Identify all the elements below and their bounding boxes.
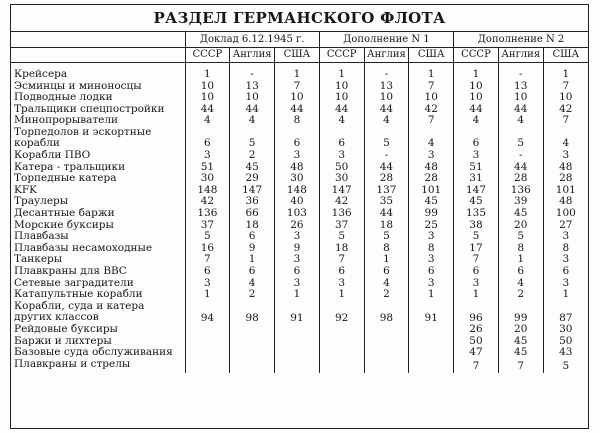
count-usa: 43	[543, 347, 588, 359]
count-ussr: 135	[454, 208, 499, 220]
count-uk: 147	[230, 185, 275, 197]
ship-class-name: Катапультные корабли	[14, 288, 143, 301]
header-corner-lower	[11, 48, 185, 63]
count-uk: 66	[230, 208, 275, 220]
count-usa: 3	[543, 254, 588, 266]
count-uk: 5	[364, 127, 409, 150]
count-uk: 2	[230, 150, 275, 162]
count-uk	[364, 324, 409, 336]
table-row	[11, 127, 588, 150]
count-uk: 1	[498, 254, 543, 266]
count-ussr: 10	[454, 92, 499, 104]
count-usa: 48	[543, 162, 588, 174]
ship-class-name: Рейдовые буксиры	[14, 323, 118, 336]
ship-class-name: Подводные лодки	[14, 91, 113, 104]
count-uk: 7	[498, 359, 543, 373]
count-usa: 7	[543, 81, 588, 93]
count-usa: 30	[275, 173, 320, 185]
count-usa: 7	[275, 81, 320, 93]
count-ussr: 7	[319, 254, 364, 266]
count-usa: 30	[543, 324, 588, 336]
ship-class-name: Торпедные катера	[14, 172, 117, 185]
count-usa: 99	[409, 208, 454, 220]
count-usa: 50	[543, 336, 588, 348]
count-usa: 101	[543, 185, 588, 197]
count-uk: 44	[498, 104, 543, 116]
count-usa: 1	[543, 69, 588, 81]
count-ussr: 38	[454, 220, 499, 232]
count-usa: 3	[275, 254, 320, 266]
count-usa: 5	[543, 359, 588, 373]
count-usa	[409, 336, 454, 348]
count-ussr: 30	[319, 173, 364, 185]
count-usa: 1	[275, 69, 320, 81]
count-usa: 6	[275, 127, 320, 150]
count-usa: 3	[543, 150, 588, 162]
count-uk: 45	[230, 162, 275, 174]
count-ussr: 6	[319, 127, 364, 150]
count-uk: 2	[230, 289, 275, 301]
count-usa: 1	[275, 289, 320, 301]
count-uk: 4	[364, 115, 409, 127]
count-ussr: 1	[319, 69, 364, 81]
ship-class-name: Плавкраны для ВВС	[14, 264, 127, 277]
count-usa	[409, 324, 454, 336]
count-ussr: 1	[319, 289, 364, 301]
count-uk: 4	[498, 115, 543, 127]
count-uk: 13	[364, 81, 409, 93]
count-uk: 98	[230, 301, 275, 324]
group-header-addendum-2: Дополнение N 2	[454, 32, 588, 48]
count-usa: 3	[275, 231, 320, 243]
count-ussr: 50	[454, 336, 499, 348]
count-uk: 10	[498, 92, 543, 104]
count-ussr: 148	[185, 185, 230, 197]
count-ussr: 1	[454, 289, 499, 301]
count-ussr: 31	[454, 173, 499, 185]
count-usa: 28	[543, 173, 588, 185]
count-ussr: 50	[319, 162, 364, 174]
count-uk: 18	[364, 220, 409, 232]
ship-class-name: Катера - тральщики	[14, 160, 126, 173]
count-ussr: 45	[454, 196, 499, 208]
fleet-table	[11, 32, 588, 373]
count-ussr: 6	[454, 266, 499, 278]
count-ussr: 17	[454, 243, 499, 255]
ship-class-name: Танкеры	[14, 253, 63, 266]
count-uk: 36	[230, 196, 275, 208]
count-usa: 26	[275, 220, 320, 232]
count-usa: 3	[409, 278, 454, 290]
count-ussr: 16	[185, 243, 230, 255]
count-usa: 3	[275, 278, 320, 290]
table-row	[11, 289, 588, 301]
count-ussr: 37	[185, 220, 230, 232]
col-header-usa: США	[409, 48, 454, 63]
table-row	[11, 231, 588, 243]
count-usa: 44	[275, 104, 320, 116]
count-uk: 5	[230, 127, 275, 150]
count-uk: -	[364, 69, 409, 81]
ship-class-name: Минопрорыватели	[14, 114, 119, 127]
count-uk: 20	[498, 220, 543, 232]
count-ussr	[185, 359, 230, 373]
count-uk: 2	[364, 289, 409, 301]
count-usa: 3	[275, 150, 320, 162]
count-ussr: 7	[454, 359, 499, 373]
count-uk: 39	[498, 196, 543, 208]
count-ussr	[185, 336, 230, 348]
group-header-row	[11, 32, 588, 48]
group-header-report: Доклад 6.12.1945 г.	[185, 32, 319, 48]
count-uk: 5	[364, 231, 409, 243]
count-usa	[275, 324, 320, 336]
count-usa	[275, 359, 320, 373]
count-usa: 1	[409, 289, 454, 301]
document-title: РАЗДЕЛ ГЕРМАНСКОГО ФЛОТА	[11, 5, 588, 32]
count-usa: 103	[275, 208, 320, 220]
count-ussr: 6	[454, 127, 499, 150]
count-ussr: 94	[185, 301, 230, 324]
col-header-ussr: СССР	[319, 48, 364, 63]
count-usa: 10	[275, 92, 320, 104]
count-ussr	[185, 324, 230, 336]
group-header-addendum-1: Дополнение N 1	[319, 32, 453, 48]
count-usa: 10	[409, 92, 454, 104]
count-usa: 6	[543, 266, 588, 278]
count-usa: 6	[275, 266, 320, 278]
count-usa: 8	[543, 243, 588, 255]
count-ussr: 10	[185, 81, 230, 93]
count-ussr: 44	[454, 104, 499, 116]
count-uk: 45	[498, 347, 543, 359]
count-uk: 5	[498, 127, 543, 150]
table-body	[11, 63, 588, 373]
count-uk	[230, 324, 275, 336]
col-header-ussr: СССР	[454, 48, 499, 63]
count-usa: 3	[543, 231, 588, 243]
ship-class-name: Корабли ПВО	[14, 148, 91, 161]
count-uk: 10	[230, 92, 275, 104]
ship-class-name: Торпедолов и эскортные корабли	[14, 125, 152, 150]
table-row	[11, 150, 588, 162]
ship-class-name: Корабли, суда и катера других классов	[14, 299, 145, 324]
count-ussr	[319, 324, 364, 336]
count-ussr: 5	[319, 231, 364, 243]
count-uk: 137	[364, 185, 409, 197]
count-ussr: 51	[185, 162, 230, 174]
count-usa: 27	[543, 220, 588, 232]
count-uk: 8	[498, 243, 543, 255]
count-uk: 1	[230, 254, 275, 266]
count-uk: 10	[364, 92, 409, 104]
count-ussr	[319, 336, 364, 348]
count-ussr: 5	[185, 231, 230, 243]
count-usa: 3	[409, 231, 454, 243]
col-header-uk: Англия	[498, 48, 543, 63]
col-header-usa: США	[543, 48, 588, 63]
count-ussr: 3	[319, 150, 364, 162]
count-usa: 48	[275, 162, 320, 174]
col-header-uk: Англия	[230, 48, 275, 63]
count-uk: 18	[230, 220, 275, 232]
count-ussr: 147	[319, 185, 364, 197]
count-ussr: 4	[319, 115, 364, 127]
count-uk: -	[498, 150, 543, 162]
count-ussr: 10	[319, 81, 364, 93]
count-usa: 42	[409, 104, 454, 116]
ship-class-name: Плавкраны и стрелы	[14, 357, 131, 370]
country-header-row	[11, 48, 588, 63]
table-row	[11, 173, 588, 185]
count-usa: 45	[409, 196, 454, 208]
count-usa: 148	[275, 185, 320, 197]
count-ussr	[185, 347, 230, 359]
count-uk: 6	[498, 266, 543, 278]
count-uk	[364, 359, 409, 373]
count-usa: 7	[409, 115, 454, 127]
count-usa: 1	[543, 289, 588, 301]
count-ussr: 10	[185, 92, 230, 104]
count-ussr: 3	[319, 278, 364, 290]
count-uk: 98	[364, 301, 409, 324]
count-ussr: 42	[185, 196, 230, 208]
count-usa: 3	[409, 150, 454, 162]
count-uk: 44	[498, 162, 543, 174]
count-usa: 10	[543, 92, 588, 104]
ship-class-name: Баржи и лихтеры	[14, 334, 112, 347]
count-ussr	[319, 359, 364, 373]
count-ussr: 30	[185, 173, 230, 185]
count-uk: 6	[364, 266, 409, 278]
col-header-ussr: СССР	[185, 48, 230, 63]
count-usa: 3	[543, 278, 588, 290]
count-uk: -	[230, 69, 275, 81]
count-ussr: 18	[319, 243, 364, 255]
count-uk: 13	[498, 81, 543, 93]
count-usa: 7	[543, 115, 588, 127]
count-usa: 100	[543, 208, 588, 220]
ship-class-name: Десантные баржи	[14, 206, 115, 219]
count-usa: 8	[409, 243, 454, 255]
ship-class-name: Сетевые заградители	[14, 276, 134, 289]
header-corner	[11, 32, 185, 48]
ship-class-name: Морские буксиры	[14, 218, 114, 231]
count-uk: 28	[498, 173, 543, 185]
count-uk: 5	[498, 231, 543, 243]
table-row	[11, 69, 588, 81]
count-uk: 13	[230, 81, 275, 93]
ship-class-name: Траулеры	[14, 195, 69, 208]
count-usa: 4	[543, 127, 588, 150]
count-usa	[409, 359, 454, 373]
count-ussr: 3	[454, 278, 499, 290]
count-ussr: 10	[454, 81, 499, 93]
count-uk: -	[364, 150, 409, 162]
count-uk: 8	[364, 243, 409, 255]
count-usa: 40	[275, 196, 320, 208]
count-uk: 4	[230, 278, 275, 290]
ship-class-name: Крейсера	[14, 68, 68, 80]
count-uk: 28	[364, 173, 409, 185]
count-uk: 136	[498, 185, 543, 197]
count-ussr: 26	[454, 324, 499, 336]
count-ussr: 51	[454, 162, 499, 174]
count-uk: 4	[364, 278, 409, 290]
count-uk: 29	[230, 173, 275, 185]
count-uk: 9	[230, 243, 275, 255]
count-uk: 6	[230, 231, 275, 243]
count-uk: 99	[498, 301, 543, 324]
count-ussr: 44	[319, 104, 364, 116]
count-usa: 101	[409, 185, 454, 197]
count-uk: 4	[230, 115, 275, 127]
count-uk: 1	[364, 254, 409, 266]
count-ussr: 6	[185, 266, 230, 278]
count-ussr: 1	[185, 69, 230, 81]
count-uk	[230, 359, 275, 373]
count-uk: 2	[498, 289, 543, 301]
count-ussr: 147	[454, 185, 499, 197]
count-usa: 9	[275, 243, 320, 255]
count-usa	[409, 347, 454, 359]
count-uk: 6	[230, 266, 275, 278]
count-ussr: 7	[454, 254, 499, 266]
count-ussr: 10	[319, 92, 364, 104]
ship-class-name: Плавбазы	[14, 230, 69, 243]
count-usa: 1	[409, 69, 454, 81]
col-header-uk: Англия	[364, 48, 409, 63]
col-header-usa: США	[275, 48, 320, 63]
count-usa: 3	[409, 254, 454, 266]
count-ussr: 136	[319, 208, 364, 220]
count-usa	[275, 336, 320, 348]
count-uk: 44	[364, 162, 409, 174]
count-ussr	[319, 347, 364, 359]
count-ussr: 5	[454, 231, 499, 243]
count-usa: 48	[543, 196, 588, 208]
count-ussr: 92	[319, 301, 364, 324]
count-usa: 91	[275, 301, 320, 324]
count-uk	[364, 336, 409, 348]
count-uk: 45	[498, 336, 543, 348]
count-ussr: 44	[185, 104, 230, 116]
count-ussr: 3	[185, 150, 230, 162]
ship-class-name: KFK	[14, 183, 37, 196]
count-ussr: 3	[454, 150, 499, 162]
count-usa: 8	[275, 115, 320, 127]
count-uk	[230, 347, 275, 359]
count-ussr: 6	[185, 127, 230, 150]
count-ussr: 4	[185, 115, 230, 127]
ship-class-name: Тральщики спецпостройки	[14, 102, 165, 115]
count-usa	[275, 347, 320, 359]
count-usa: 87	[543, 301, 588, 324]
count-uk	[364, 347, 409, 359]
count-ussr: 96	[454, 301, 499, 324]
count-uk: 35	[364, 196, 409, 208]
count-uk: 20	[498, 324, 543, 336]
table-row	[11, 266, 588, 278]
count-uk	[230, 336, 275, 348]
count-uk: 44	[230, 104, 275, 116]
count-ussr: 3	[185, 278, 230, 290]
table-row	[11, 359, 588, 373]
count-ussr: 4	[454, 115, 499, 127]
table-row	[11, 208, 588, 220]
count-usa: 7	[409, 81, 454, 93]
count-uk: 44	[364, 208, 409, 220]
count-ussr: 1	[454, 69, 499, 81]
count-ussr: 1	[185, 289, 230, 301]
count-usa: 42	[543, 104, 588, 116]
ship-class-name: Эсминцы и миноносцы	[14, 79, 142, 92]
ship-class-name: Базовые суда обслуживания	[14, 346, 173, 359]
ship-class-name: Плавбазы несамоходные	[14, 241, 153, 254]
count-usa: 6	[409, 266, 454, 278]
count-ussr: 37	[319, 220, 364, 232]
count-uk: 4	[498, 278, 543, 290]
count-usa: 91	[409, 301, 454, 324]
fleet-division-table-document	[10, 4, 589, 429]
count-usa: 4	[409, 127, 454, 150]
count-ussr: 47	[454, 347, 499, 359]
count-usa: 48	[409, 162, 454, 174]
count-ussr: 136	[185, 208, 230, 220]
table-row	[11, 324, 588, 336]
count-ussr: 6	[319, 266, 364, 278]
count-uk: 45	[498, 208, 543, 220]
table-row	[11, 301, 588, 324]
count-uk: -	[498, 69, 543, 81]
count-ussr: 7	[185, 254, 230, 266]
count-uk: 44	[364, 104, 409, 116]
count-usa: 25	[409, 220, 454, 232]
count-usa: 28	[409, 173, 454, 185]
count-ussr: 42	[319, 196, 364, 208]
